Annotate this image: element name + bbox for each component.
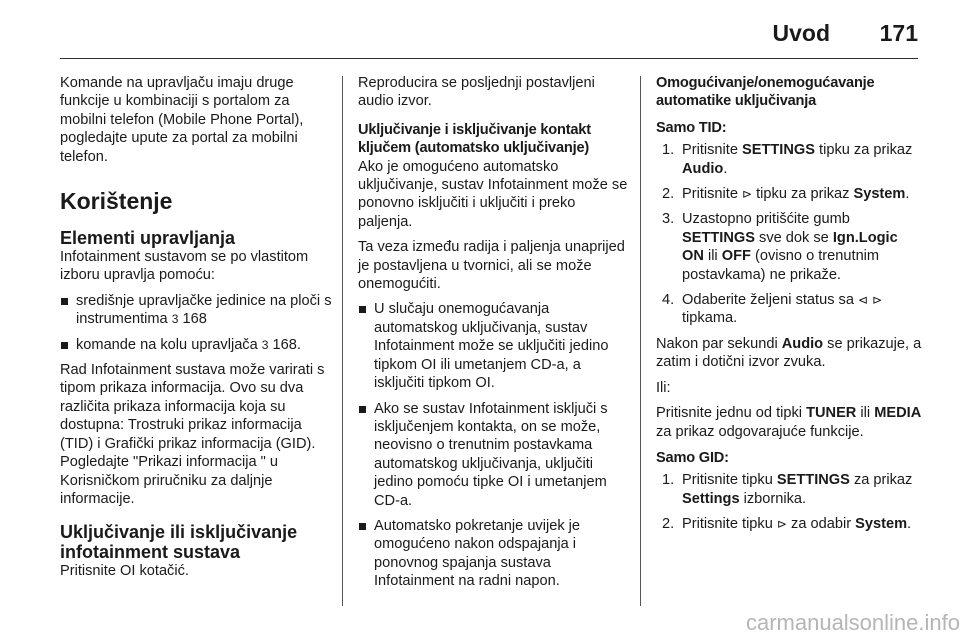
list-item: 1. Pritisnite tipku SETTINGS za prikaz Settings izbornika. [662, 472, 913, 507]
column-1 [60, 74, 332, 588]
list-item: 2. Pritisnite ⊳ tipku za prikaz System. [662, 186, 910, 203]
paragraph-elementi: Infotainment sustavom se po vlastitom izboru upravlja pomoću: [60, 249, 309, 284]
list-item: 1. Pritisnite SETTINGS tipku za prikaz Audio. [662, 142, 913, 177]
paragraph-pritisnite: Pritisnite OI kotačić. [60, 563, 189, 580]
right-arrow-icon: ⊳ [872, 293, 883, 308]
list-item: Ako se sustav Infotainment isključi s isključenjem kontakta, on se može, neovisno o trenutnim postavkama automatskog uključivanja, uključiti jedino pomoću tipke OI i umetanjem CD-a. [358, 400, 628, 510]
paragraph-omoguceno: Ako je omogućeno automatsko uključivanje, sustav Infotainment može se ponovno isključiti i uključiti i preko paljenja. [358, 158, 628, 230]
page-ref-icon: 3 [261, 337, 269, 352]
column-divider [640, 76, 641, 606]
list-item: Automatsko pokretanje uvijek je omogućeno nakon odspajanja i ponovnog spajanja sustava Infotainment na radni napon. [358, 517, 628, 591]
column-2 [358, 74, 628, 598]
page-number: 171 [879, 20, 918, 46]
heading-koristenje: Korištenje [60, 188, 173, 215]
intro-paragraph: Komande na upravljaču imaju druge funkcije u kombinaciji s portalom za mobilni telefon (Mobile Phone Portal), pogledajte upute za portal za mobilni telefon. [60, 75, 304, 165]
column-divider [342, 76, 343, 606]
paragraph-tuner: Pritisnite jednu od tipki TUNER ili MEDIA za prikaz odgovarajuće funkcije. [656, 405, 922, 440]
page-title: Uvod [772, 20, 830, 46]
column-3 [656, 74, 922, 541]
paragraph-veza: Ta veza između radija i paljenja unaprijed je postavljena u tvornici, ali se može onemogućiti. [358, 239, 625, 293]
list-item: 3. Uzastopno pritišćite gumb SETTINGS sve dok se Ign.Logic ON ili OFF (ovisno o trenutnim postavkama) ne prikaže. [662, 211, 898, 283]
heading-ukljucivanje: Uključivanje ili isključivanje infotainment sustava [60, 522, 298, 563]
heading-elementi: Elementi upravljanja [60, 228, 236, 249]
heading-auto: Omogućivanje/onemogućavanje automatike uključivanja [656, 75, 875, 110]
power-key-label: OI [120, 563, 136, 580]
heading-gid: Samo GID: [656, 449, 729, 466]
list-item: središnje upravljačke jedinice na ploči s instrumentima 3 168 [60, 292, 332, 329]
right-arrow-icon: ⊳ [776, 517, 787, 532]
list-item: komande na kolu upravljača 3 168. [60, 336, 332, 354]
watermark: carmanualsonline.info [745, 610, 960, 635]
list-item: 4. Odaberite željeni status sa ⊲ ⊳ tipkama. [662, 292, 883, 327]
paragraph-ili: Ili: [656, 379, 671, 396]
right-arrow-icon: ⊳ [742, 187, 753, 202]
paragraph-nakon: Nakon par sekundi Audio se prikazuje, a zatim i dotični izvor zvuka. [656, 335, 922, 371]
paragraph-reproducira: Reproducira se posljednji postavljeni audio izvor. [358, 75, 595, 110]
list-item: 2. Pritisnite tipku ⊳ za odabir System. [662, 516, 912, 533]
page-header [60, 14, 918, 59]
list-item: U slučaju onemogućavanja automatskog uključivanja, sustav Infotainment može se uključiti jedino tipkom OI ili umetanjem CD-a, a isključiti tipkom OI. [358, 300, 628, 392]
heading-tid: Samo TID: [656, 119, 727, 136]
paragraph-rad: Rad Infotainment sustava može varirati s tipom prikaza informacija. Ovo su dva različita prikaza informacija koja su dostupna: Trostruki prikaz informacija (TID) i Grafički prikaz informacija (GID). Pogledajte "Prikazi informacija " u Korisničkom priručniku za daljnje informacije. [60, 362, 325, 507]
left-arrow-icon: ⊲ [858, 293, 869, 308]
heading-kljuc: Uključivanje i isključivanje kontakt ključem (automatsko uključivanje) [358, 121, 591, 157]
page-ref-icon: 3 [171, 312, 179, 327]
